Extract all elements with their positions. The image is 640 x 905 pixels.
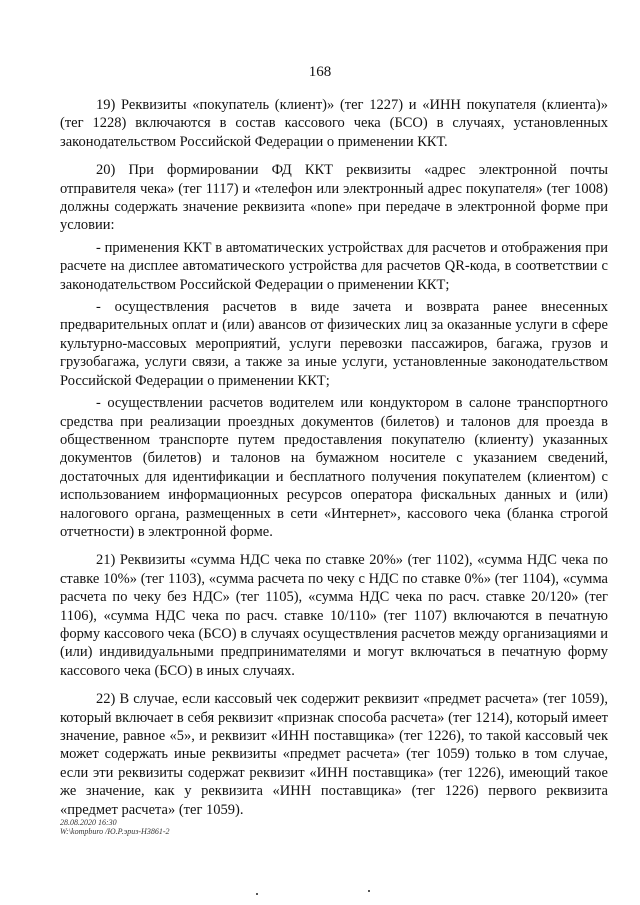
page-number: 168 <box>308 64 332 80</box>
scan-speck <box>256 893 258 895</box>
paragraph-20-item-3: - осуществлении расчетов водителем или кондуктором в салоне транспортного средства при реализации проездных документов (билетов) и талонов для проезда в общественном транспорте путем предоставления покупателю (клиенту) указанных документов (билетов) и талонов на бумажном носителе с указанием сведений, достаточных для идентификации и бесплатного получения покупателем (клиентом) с использованием информационных ресурсов оператора фискальных данных и (или) налогового органа, размещенных в сети «Интернет», кассового чека (бланка строгой отчетности) в электронной форме. <box>60 395 608 540</box>
footer-stamp <box>60 818 170 836</box>
paragraph-21: 21) Реквизиты «сумма НДС чека по ставке 20%» (тег 1102), «сумма НДС чека по ставке 10%» (тег 1103), «сумма расчета по чеку с НДС по ставке 0%» (тег 1104), «сумма расчета по чеку без НДС» (тег 1105), «сумма НДС чека по расч. ставке 20/120» (тег 1106), «сумма НДС чека по расч. ставке 10/110» (тег 1107) включаются в печатную форму кассового чека (БСО) в случаях осуществления расчетов между организациями и (или) индивидуальными предпринимателями и могут включаться в печатную форму кассового чека (БСО) в иных случаях. <box>60 552 608 679</box>
paragraph-22: 22) В случае, если кассовый чек содержит реквизит «предмет расчета» (тег 1059), который включает в себя реквизит «признак способа расчета» (тег 1214), который имеет значение, равное «5», и реквизит «ИНН поставщика» (тег 1226), то такой кассовый чек может содержать иные реквизиты «предмет расчета» (тег 1059) только в том случае, если эти реквизиты содержат реквизит «ИНН поставщика» (тег 1226), имеющий такое же значение, как у реквизита «ИНН поставщика» (тег 1226) первого реквизита «предмет расчета» (тег 1059). <box>60 691 608 818</box>
footer-date: 28.08.2020 16:30 <box>60 818 117 827</box>
paragraph-20: 20) При формировании ФД ККТ реквизиты «адрес электронной почты отправителя чека» (тег 1117) и «телефон или электронный адрес покупателя» (тег 1008) должны содержать значение реквизита «none» при передаче в электронной форме при условии: <box>60 162 608 234</box>
paragraph-20-item-1: - применения ККТ в автоматических устройствах для расчетов и отображения при расчете на дисплее автоматического устройства для расчетов QR-кода, в соответствии с законодательством Российской Федерации о применении ККТ; <box>60 239 608 293</box>
document-body <box>60 96 608 819</box>
scan-speck <box>368 890 370 892</box>
paragraph-19: 19) Реквизиты «покупатель (клиент)» (тег 1227) и «ИНН покупателя (клиента)» (тег 1228) включаются в состав кассового чека (БСО) в случаях, установленных законодательством Российской Федерации о применении ККТ. <box>60 97 608 150</box>
paragraph-20-item-2: - осуществления расчетов в виде зачета и возврата ранее внесенных предварительных оплат и (или) авансов от физических лиц за оказанные услуги в сфере культурно-массовых мероприятий, услуги перевозки пассажиров, багажа, грузов и грузобагажа, услуги связи, а также за иные услуги, установленные законодательством Российской Федерации о применении ККТ; <box>60 299 608 389</box>
footer-path: W:\kompburo /Ю.Р.эриз-Н3861-2 <box>60 827 170 836</box>
